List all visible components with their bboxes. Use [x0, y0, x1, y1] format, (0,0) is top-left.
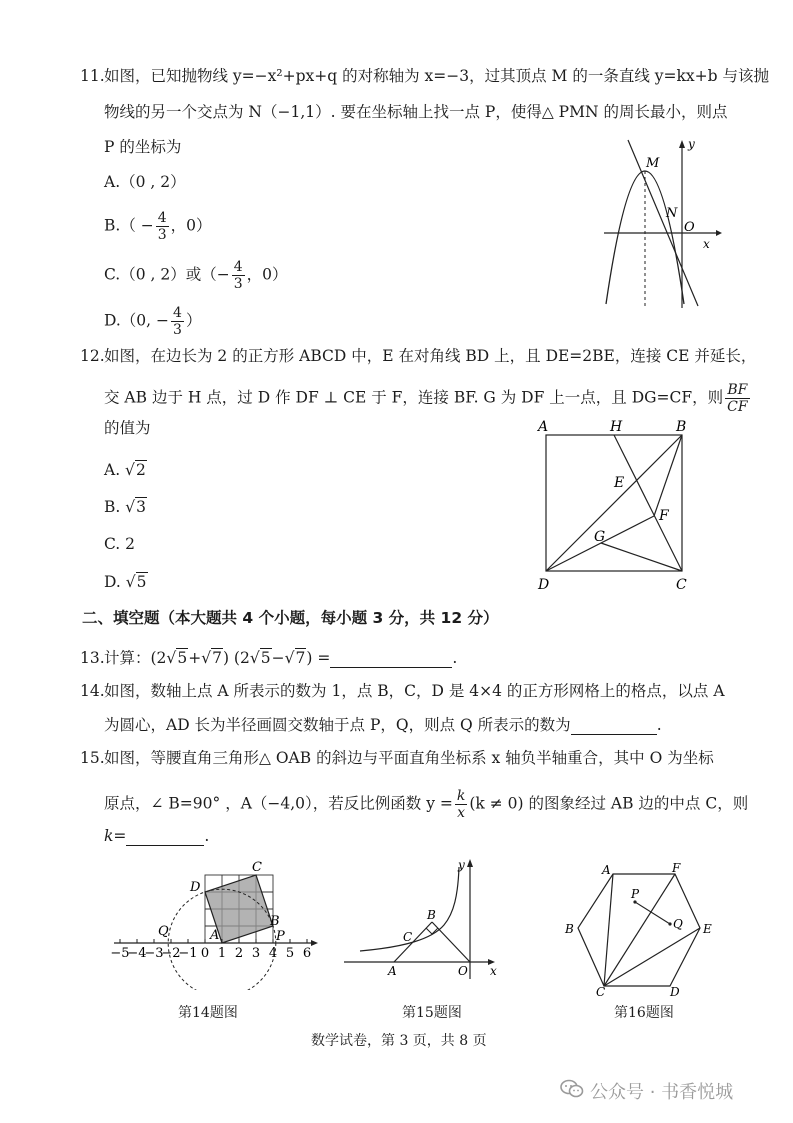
fig15-label-o: O	[458, 964, 468, 978]
fig15-label-y: y	[458, 858, 465, 872]
q12-diagonal-bd	[546, 435, 682, 571]
fig15-label-b: B	[427, 908, 436, 922]
q15-line1: 如图，等腰直角三角形△ OAB 的斜边与平面直角坐标系 x 轴负半轴重合，其中 O 为坐标	[104, 749, 714, 767]
fig14-tick-label: −5	[110, 946, 130, 961]
q11-option-a: A.（0 , 2）	[104, 173, 186, 191]
q11-option-c: C.（0 , 2）或（− $\frac{4}{3}$ ，0）	[104, 259, 288, 292]
q14-answer-blank[interactable]	[571, 718, 657, 735]
fig16-label-e: E	[703, 922, 712, 936]
q12-option-a: A. √2	[104, 461, 146, 479]
fig16-label-f: F	[672, 861, 681, 875]
q12-line1: 如图，在边长为 2 的正方形 ABCD 中，E 在对角线 BD 上，且 DE=2BE，连接 CE 并延长，	[104, 347, 757, 365]
fig15-label-x: x	[490, 964, 497, 978]
q12-line2: 交 AB 边于 H 点，过 D 作 DF ⊥ CE 于 F，连接 BF. G 为 DF 上一点，且 DG=CF，则 $\frac{BF}{CF}$	[104, 382, 748, 415]
fig15-label-a: A	[388, 964, 397, 978]
q15-line3: k= .	[104, 827, 210, 845]
fig14-tick-label: 0	[200, 946, 210, 961]
q12-option-b: B. √3	[104, 498, 147, 516]
q12-label-d: D	[538, 577, 550, 593]
q14-line1: 如图，数轴上点 A 所表示的数为 1，点 B，C，D 是 4×4 的正方形网格上的格点，以点 A	[104, 682, 725, 700]
q11-line2: 物线的另一个交点为 N（−1,1）. 要在坐标轴上找一点 P，使得△ PMN 的周长最小，则点	[104, 103, 728, 121]
figure-16	[560, 858, 720, 998]
q11-label-x: x	[703, 237, 710, 251]
q12-label-g: G	[594, 529, 606, 545]
q15-answer-blank[interactable]	[126, 829, 204, 846]
figure-15	[340, 855, 505, 985]
fig14-label-p: P	[276, 929, 285, 944]
q14-line2: 为圆心，AD 长为半径画圆交数轴于点 P，Q，则点 Q 所表示的数为 .	[104, 716, 662, 734]
fig14-tick-label: 2	[234, 946, 244, 961]
q11-parabola-figure	[598, 136, 723, 316]
fig16-label-b: B	[565, 922, 574, 936]
fig14-tick-label: 6	[302, 946, 312, 961]
q11-option-d: D.（0, − $\frac{4}{3}$ ）	[104, 305, 202, 338]
fig14-label-d: D	[190, 880, 201, 895]
q15-number: 15.	[80, 749, 105, 767]
q12-label-e: E	[614, 475, 625, 491]
q11-label-m: M	[646, 156, 660, 171]
q12-option-c: C. 2	[104, 535, 136, 553]
fig14-tick-label: 5	[285, 946, 295, 961]
q12-label-b: B	[676, 419, 687, 435]
q12-square-figure	[530, 415, 705, 595]
fig16-line-pq	[635, 902, 670, 924]
fig16-label-q: Q	[673, 917, 683, 931]
q13-expression: 计算：(2√5+√7) (2√5−√7) = .	[104, 649, 458, 667]
fig14-label-a: A	[210, 928, 220, 943]
q11-label-n: N	[666, 206, 678, 221]
fig14-tick-label: −3	[144, 946, 164, 961]
q13-number: 13.	[80, 649, 105, 667]
fig16-label-c: C	[596, 985, 606, 998]
q11-line1: 如图，已知抛物线 y=−x²+px+q 的对称轴为 x=−3，过其顶点 M 的一条直线 y=kx+b 与该抛	[104, 67, 769, 85]
watermark: 公众号 · 书香悦城	[560, 1078, 733, 1104]
q12-label-f: F	[659, 508, 669, 524]
fig14-label-b: B	[270, 914, 280, 929]
fig15-right-angle	[426, 928, 438, 934]
page-footer: 数学试卷，第 3 页，共 8 页	[311, 1033, 487, 1049]
fig16-label-a: A	[602, 863, 611, 877]
figure-14-caption: 第14题图	[178, 1005, 238, 1021]
section-two-heading: 二、填空题（本大题共 4 个小题，每小题 3 分，共 12 分）	[82, 609, 499, 627]
fig16-point-q	[668, 922, 671, 925]
fig14-tick-label: 3	[251, 946, 261, 961]
q11-label-o: O	[684, 220, 695, 235]
q12-line3: 的值为	[104, 419, 151, 437]
q12-line-bf	[654, 435, 682, 516]
q12-label-c: C	[676, 577, 687, 593]
fig14-tick-label: −1	[178, 946, 198, 961]
q11-label-y: y	[688, 137, 695, 151]
figure-15-caption: 第15题图	[402, 1005, 462, 1021]
fig14-tick-label: 1	[217, 946, 227, 961]
fig15-label-c: C	[403, 930, 413, 944]
q12-label-a: A	[538, 419, 549, 435]
q12-option-d: D. √5	[104, 573, 147, 591]
q12-number: 12.	[80, 347, 105, 365]
fig16-label-d: D	[670, 985, 680, 998]
fig14-tick-label: −4	[127, 946, 147, 961]
figure-16-caption: 第16题图	[614, 1005, 674, 1021]
fig16-label-p: P	[631, 887, 640, 901]
q13-answer-blank[interactable]	[330, 651, 452, 668]
figure-14	[108, 855, 323, 990]
q11-option-b: B.（ − $\frac{4}{3}$ ，0）	[104, 210, 212, 243]
fig16-line-cf	[604, 874, 675, 986]
wechat-icon	[560, 1079, 584, 1104]
q12-label-h: H	[610, 419, 623, 435]
q14-number: 14.	[80, 682, 105, 700]
fig14-tick-label: 4	[268, 946, 278, 961]
q15-line2: 原点，∠ B=90° ，A（−4,0），若反比例函数 y = $\frac{k}{x}$ (k ≠ 0) 的图象经过 AB 边的中点 C，则	[104, 788, 749, 821]
fig14-label-c: C	[252, 860, 262, 875]
q11-number: 11.	[80, 67, 105, 85]
fig14-label-q: Q	[158, 924, 169, 939]
q11-line3: P 的坐标为	[104, 138, 182, 156]
fig14-tick-label: −2	[161, 946, 181, 961]
fig16-line-ca	[604, 874, 613, 986]
